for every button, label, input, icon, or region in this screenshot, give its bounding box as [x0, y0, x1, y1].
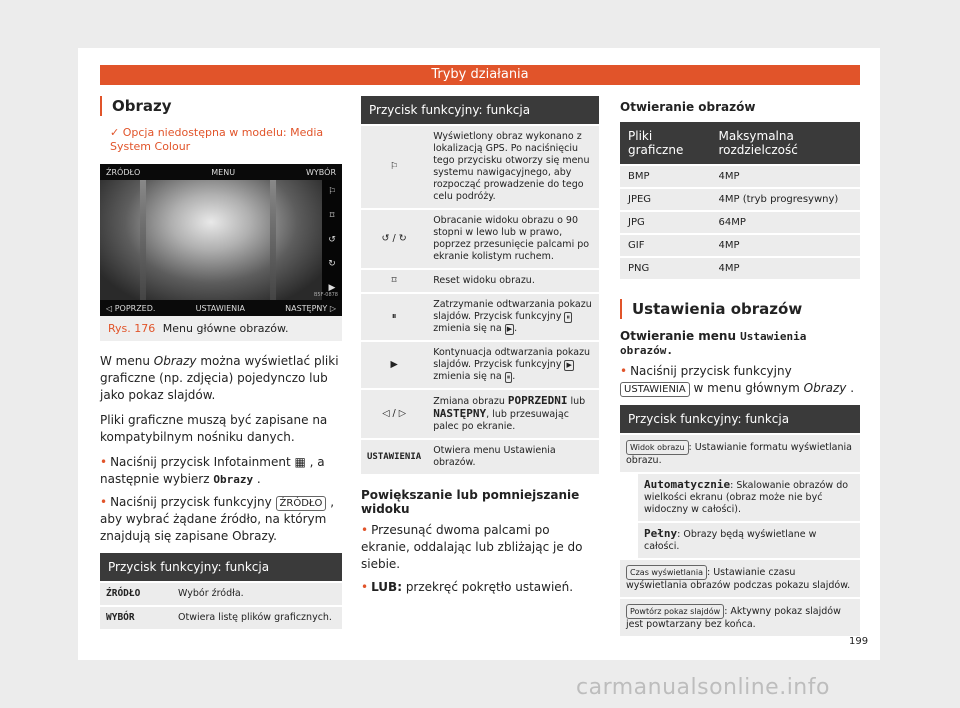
pause-icon: ⏸ — [566, 313, 570, 321]
table-row: Czas wyświetlania : Ustawianie czasu wyświetlania obrazów podczas pokazu slajdów. — [620, 560, 860, 597]
table-row: Widok obrazu : Ustawianie formatu wyświetlania obrazu. — [620, 435, 860, 472]
source-button-label: ŹRÓDŁO — [276, 496, 327, 511]
table-row: GIF 4MP — [620, 235, 860, 256]
table-row: PNG 4MP — [620, 258, 860, 279]
display-time-button-label: Czas wyświetlania — [626, 565, 707, 580]
page-number: 199 — [849, 636, 869, 647]
photo-pillar — [270, 180, 276, 300]
cathedral-photo — [100, 180, 322, 300]
play-icon: ▶ — [361, 342, 427, 388]
table-row: ▶ Kontynuacja odtwarzania pokazu slajdów. Przycisk funkcyjny ▶ zmienia się na ⏸ . — [361, 342, 599, 388]
table-header: Przycisk funkcyjny: funkcja — [620, 405, 860, 433]
format-column-header: Pliki graficzne — [620, 122, 711, 164]
screen-top-bar — [100, 164, 342, 180]
left-column — [100, 96, 342, 631]
table-row: ⚐ Wyświetlony obraz wykonano z lokalizacją GPS. Po naciśnięciu tego przycisku otworzy się menu systemu nawigacyjnego, aby rozpocząć prowadzenie do tego celu podróży. — [361, 126, 599, 208]
table-row: Pełny: Obrazy będą wyświetlane w całości. — [620, 523, 860, 558]
media-grid-icon: ▦ — [294, 455, 306, 469]
right-column — [620, 96, 860, 638]
table-row: BMP 4MP — [620, 166, 860, 187]
bullet-icon: • — [100, 495, 108, 509]
bullet-zoom-fingers: • Przesunąć dwoma palcami po ekranie, oddalając lub zbliżając je do siebie. — [361, 523, 583, 571]
watermark: carmanualsonline.info — [576, 675, 830, 700]
page-header: Tryby działania — [100, 65, 860, 85]
middle-column — [361, 96, 599, 602]
bullet-settings: • Naciśnij przycisk funkcyjny USTAWIENIA w menu głównym Obrazy . — [620, 364, 855, 395]
screen-side-bar — [322, 180, 342, 300]
table-row: ◁ / ▷ Zmiana obrazu POPRZEDNI lub NASTĘPNY, lub przesuwając palec po ekranie. — [361, 390, 599, 438]
rotate-icon: ↺ / ↻ — [361, 210, 427, 268]
file-format-table — [620, 120, 860, 281]
rotate-right-icon[interactable]: ↻ — [328, 259, 336, 269]
previous-softkey[interactable]: ◁ POPRZED. — [106, 303, 156, 313]
zoom-heading: Powiększanie lub pomniejszanie widoku — [361, 488, 580, 516]
reset-view-icon: ⌑ — [361, 270, 427, 292]
photo-pillar — [140, 180, 146, 300]
open-images-heading: Otwieranie obrazów — [620, 100, 756, 114]
bullet-source: • Naciśnij przycisk funkcyjny ŹRÓDŁO , aby wybrać żądane źródło, na którym znajdują się zapisane Obrazy. — [100, 495, 335, 543]
bullet-icon: • — [361, 523, 369, 537]
bullet-infotainment: • Naciśnij przycisk Infotainment ▦ , a następnie wybierz Obrazy . — [100, 455, 325, 486]
table-row: Powtórz pokaz slajdów : Aktywny pokaz slajdów jest powtarzany bez końca. — [620, 599, 860, 636]
settings-softkey[interactable]: USTAWIENIA — [195, 303, 245, 313]
figure-code: B5F-0878 — [313, 292, 338, 298]
settings-button-label: USTAWIENIA — [620, 382, 690, 397]
figure-176 — [100, 164, 342, 341]
play-icon[interactable]: ▶ — [328, 283, 336, 293]
pause-icon: ⏸ — [506, 373, 511, 381]
availability-note: ✓ Opcja niedostępna w modelu: Media System Colour — [110, 126, 324, 153]
screen-bottom-bar — [100, 300, 342, 316]
table-row: ⌑ Reset widoku obrazu. — [361, 270, 599, 292]
intro-paragraph: W menu Obrazy można wyświetlać pliki graficzne (np. zdjęcia) pojedynczo lub jako pokaz slajdów. — [100, 354, 339, 402]
next-softkey[interactable]: NASTĘPNY ▷ — [285, 303, 336, 313]
settings-subheading: Otwieranie menu Ustawienia obrazów. — [620, 329, 807, 357]
figure-number: Rys. 176 — [108, 322, 156, 335]
media-paragraph: Pliki graficzne muszą być zapisane na kompatybilnym nośniku danych. — [100, 413, 328, 444]
rotate-left-icon[interactable]: ↺ — [328, 235, 336, 245]
section-title-settings: Ustawienia obrazów — [620, 299, 860, 319]
flag-icon: ⚐ — [361, 126, 427, 208]
table-header: Przycisk funkcyjny: funkcja — [100, 553, 342, 581]
table-row: USTAWIENIA Otwiera menu Ustawienia obrazów. — [361, 440, 599, 474]
figure-caption-text: Menu główne obrazów. — [162, 322, 289, 335]
image-view-button-label: Widok obrazu — [626, 440, 689, 455]
table-row: ↺ / ↻ Obracanie widoku obrazu o 90 stopni w lewo lub w prawo, poprzez przesunięcie palcami po ekranie kolistym ruchem. — [361, 210, 599, 268]
bullet-zoom-knob: • LUB: przekręć pokrętło ustawień. — [361, 580, 574, 594]
table-row: ŹRÓDŁO Wybór źródła. — [100, 583, 342, 605]
repeat-slideshow-button-label: Powtórz pokaz slajdów — [626, 604, 724, 619]
table-row: Automatycznie: Skalowanie obrazów do wielkości ekranu (obraz może nie być widoczny w całości). — [620, 474, 860, 521]
left-function-table — [100, 551, 342, 631]
table-row: ⏸ Zatrzymanie odtwarzania pokazu slajdów. Przycisk funkcyjny ⏸ zmienia się na ▶ . — [361, 294, 599, 340]
bullet-icon: • — [361, 580, 369, 594]
middle-function-table — [361, 94, 599, 476]
section-title-obrazy: Obrazy — [100, 96, 342, 116]
table-row: WYBÓR Otwiera listę plików graficznych. — [100, 607, 342, 629]
table-header: Przycisk funkcyjny: funkcja — [361, 96, 599, 124]
figure-caption — [100, 316, 342, 337]
resolution-column-header: Maksymalna rozdzielczość — [711, 122, 861, 164]
select-softkey[interactable]: WYBÓR — [306, 167, 336, 177]
menu-softkey[interactable]: MENU — [211, 167, 236, 177]
prev-next-icon: ◁ / ▷ — [361, 390, 427, 438]
settings-function-table — [620, 403, 860, 638]
infotainment-screen — [100, 164, 342, 316]
pause-icon: ⏸ — [361, 294, 427, 340]
bullet-icon: • — [100, 455, 108, 469]
source-softkey[interactable]: ŹRÓDŁO — [106, 167, 141, 177]
table-row: JPG 64MP — [620, 212, 860, 233]
flag-icon[interactable]: ⚐ — [327, 187, 337, 197]
play-icon: ▶ — [506, 325, 513, 333]
bullet-icon: • — [620, 364, 628, 378]
table-row: JPEG 4MP (tryb progresywny) — [620, 189, 860, 210]
play-icon: ▶ — [566, 361, 572, 369]
reset-view-icon[interactable]: ⌑ — [329, 211, 335, 221]
